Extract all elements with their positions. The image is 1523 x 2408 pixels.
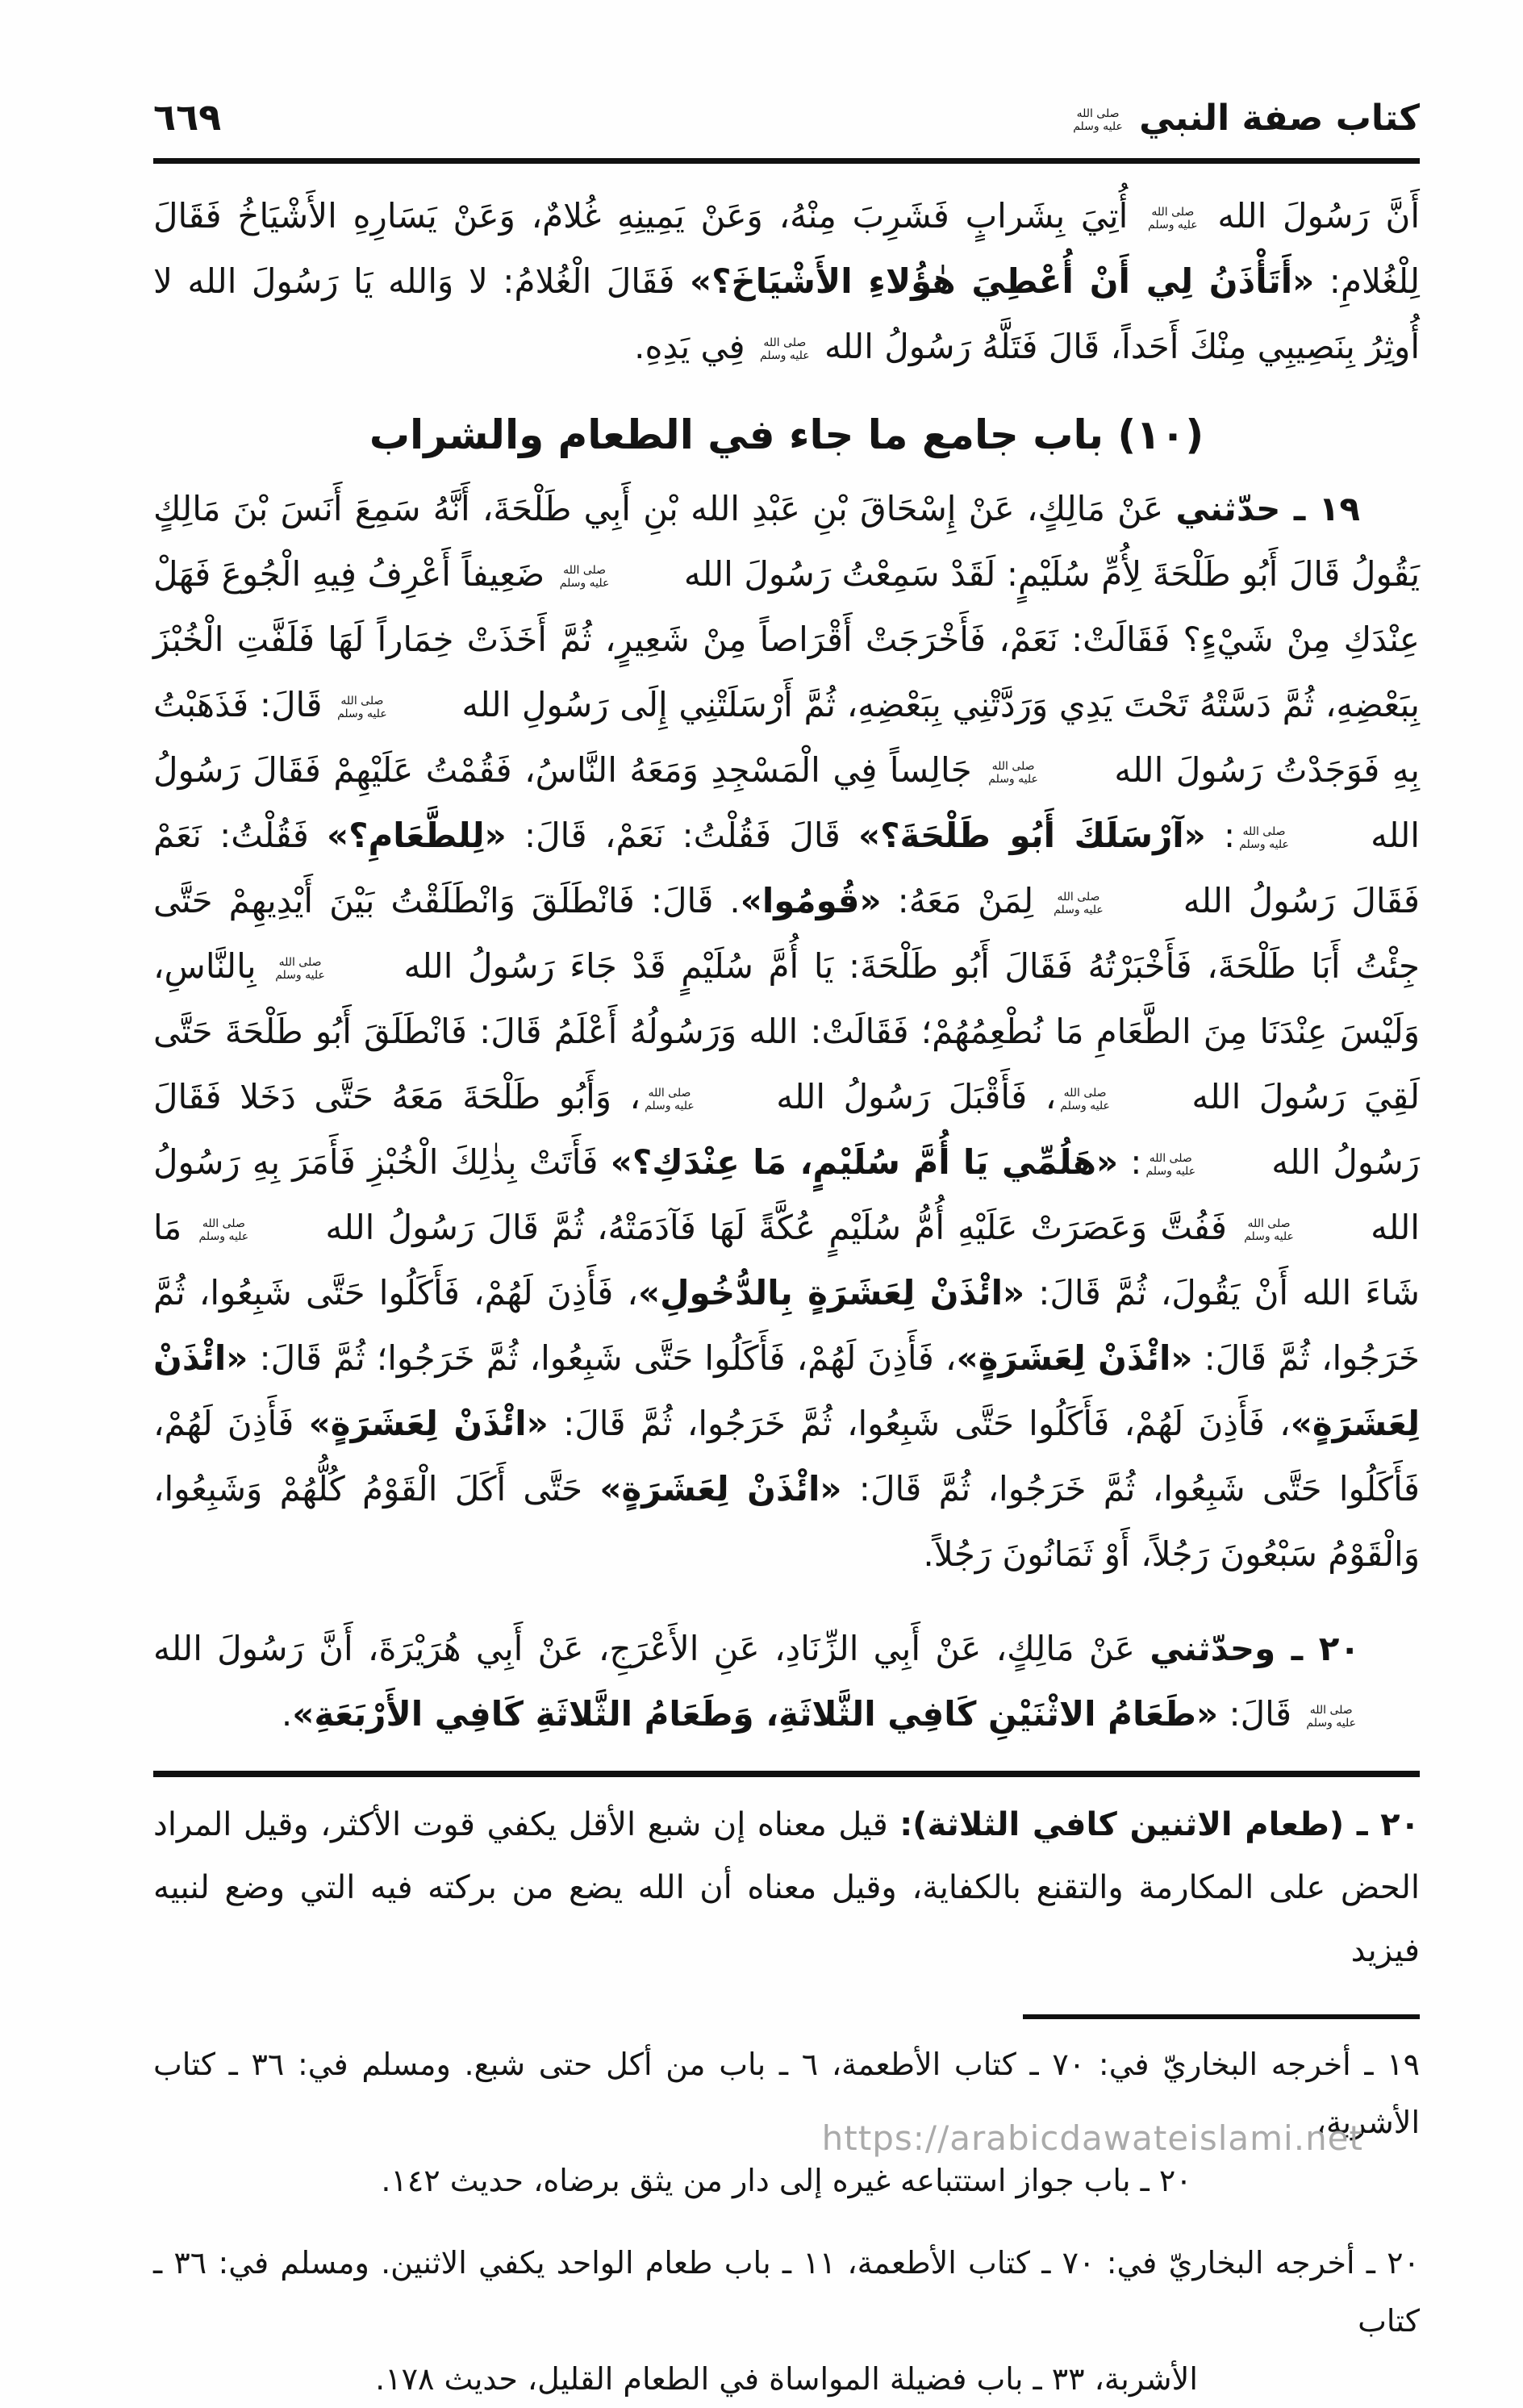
text-run: ، فَأَذِنَ لَهُمْ، فَأَكَلُوا حَتَّى شَبِعُوا، ثُمَّ خَرَجُوا؛ ثُمَّ قَالَ: bbox=[248, 1338, 957, 1378]
text-run: «ائْذَنْ لِعَشَرَةٍ» bbox=[956, 1338, 1193, 1378]
text-run: ١٩ ـ حدّثني bbox=[1175, 489, 1360, 528]
hadith-20-paragraph bbox=[153, 1616, 1420, 1747]
text-run: ، فَأَذِنَ لَهُمْ، فَأَكَلُوا حَتَّى شَبِعُوا، ثُمَّ خَرَجُوا، ثُمَّ قَالَ: bbox=[548, 1404, 1291, 1443]
sallallahu-alayhi-wasallam-icon: صلى الله عليه وسلم bbox=[1060, 1086, 1110, 1112]
footnote-19-line-2: ٢٠ ـ باب جواز استتباعه غيره إلى دار من يثق برضاه، حديث ١٤٢. bbox=[381, 2163, 1192, 2198]
sallallahu-alayhi-wasallam-icon: صلى الله عليه وسلم bbox=[1073, 107, 1123, 133]
text-run: فَقُلْتُ: نَعَمْ فَقَالَ رَسُولُ الله صلى الله عليه وسلم لِمَنْ مَعَهُ: bbox=[153, 816, 1421, 920]
commentary-divider bbox=[153, 1771, 1420, 1777]
page-number: ٦٦٩ bbox=[153, 95, 222, 139]
book-title bbox=[1069, 98, 1420, 139]
sallallahu-alayhi-wasallam-icon: صلى الله عليه وسلم bbox=[1148, 205, 1198, 232]
text-run: «لِلطَّعَامِ؟» bbox=[327, 816, 507, 855]
text-run: ، فَأَذِنَ لَهُمْ، فَأَكَلُوا حَتَّى شَبِعُوا، ثُمَّ خَرَجُوا، ثُمَّ قَالَ: bbox=[153, 1273, 1420, 1378]
text-run: «طَعَامُ الاثْنَيْنِ كَافِي الثَّلاثَةِ، وَطَعَامُ الثَّلاثَةِ كَافِي الأَرْبَعَةِ» bbox=[292, 1694, 1219, 1734]
footnote-20-line-2: الأشربة، ٣٣ ـ باب فضيلة المواساة في الطعام القليل، حديث ١٧٨. bbox=[375, 2361, 1198, 2397]
page-header bbox=[153, 0, 1420, 139]
footnote-19-line-1: ١٩ ـ أخرجه البخاريّ في: ٧٠ ـ كتاب الأطعمة، ٦ ـ باب من أكل حتى شبع. ومسلم في: ٣٦ ـ كتاب الأشربة، bbox=[153, 2047, 1420, 2140]
text-run: «أَتَأْذَنُ لِي أَنْ أُعْطِيَ هٰؤُلاءِ الأَشْيَاخَ؟» bbox=[689, 261, 1315, 301]
footnote-20-line-1: ٢٠ ـ أخرجه البخاريّ في: ٧٠ ـ كتاب الأطعمة، ١١ ـ باب طعام الواحد يكفي الاثنين. ومسلم في: ٣٦ ـ كتاب bbox=[153, 2245, 1420, 2339]
text-run: قَالَ فَقُلْتُ: نَعَمْ، قَالَ: bbox=[506, 816, 859, 855]
text-run: «ائْذَنْ لِعَشَرَةٍ» bbox=[308, 1404, 549, 1443]
text-run: «ائْذَنْ لِعَشَرَةٍ بِالدُّخُولِ» bbox=[637, 1273, 1025, 1313]
text-run: فَقَالَ الْغُلامُ: لا وَالله يَا رَسُولَ الله لا أُوثِرُ بِنَصِيبِي مِنْكَ أَحَداً، قَالَ فَتَلَّهُ رَسُولُ الله صلى الله عليه وسلم فِي يَدِهِ. bbox=[153, 261, 1420, 366]
text-run: . bbox=[281, 1694, 293, 1734]
text-run: عَنْ مَالِكٍ، عَنْ إِسْحَاقَ بْنِ عَبْدِ الله بْنِ أَبِي طَلْحَةَ، أَنَّهُ سَمِعَ أَنَسَ بْنَ مَالِكٍ يَقُولُ قَالَ أَبُو طَلْحَةَ لِأُمِّ سُلَيْمٍ: لَقَدْ سَمِعْتُ رَسُولَ الله صلى الله عليه وسلم ضَعِيفاً أَعْرِفُ فِيهِ الْجُوعَ فَهَلْ عِنْدَكِ مِنْ شَيْءٍ؟ فَقَالَتْ: نَعَمْ، فَأَخْرَجَتْ أَقْرَاصاً مِنْ شَعِيرٍ، ثُمَّ أَخَذَتْ خِمَاراً لَهَا فَلَفَّتِ الْخُبْزَ بِبَعْضِهِ، ثُمَّ دَسَّتْهُ تَحْتَ يَدِي وَرَدَّتْنِي بِبَعْضِهِ، ثُمَّ أَرْسَلَتْنِي إِلَى رَسُولِ الله صلى الله عليه وسلم قَالَ: فَذَهَبْتُ بِهِ فَوَجَدْتُ رَسُولَ الله صلى الله عليه وسلم جَالِساً فِي الْمَسْجِدِ وَمَعَهُ النَّاسُ، فَقُمْتُ عَلَيْهِمْ فَقَالَ رَسُولُ الله صلى الله عليه وسلم : bbox=[153, 489, 1421, 855]
sallallahu-alayhi-wasallam-icon: صلى الله عليه وسلم bbox=[559, 563, 610, 590]
text-run: «ائْذَنْ لِعَشَرَةٍ» bbox=[153, 1338, 1420, 1443]
page-text-block bbox=[153, 0, 1421, 2397]
text-run: أَنَّ رَسُولَ الله صلى الله عليه وسلم أُتِيَ بِشَرابٍ فَشَرِبَ مِنْهُ، وَعَنْ يَمِينِهِ غُلامٌ، وَعَنْ يَسَارِهِ الأَشْيَاخُ فَقَالَ لِلْغُلامِ: bbox=[153, 196, 1421, 301]
footnotes-section bbox=[153, 2035, 1420, 2408]
text-run: «ائْذَنْ لِعَشَرَةٍ» bbox=[599, 1469, 842, 1509]
text-run: ٢٠ ـ (طعام الاثنين كافي الثلاثة): bbox=[899, 1806, 1420, 1843]
sallallahu-alayhi-wasallam-icon: صلى الله عليه وسلم bbox=[645, 1086, 695, 1112]
text-run: «هَلُمِّي يَا أُمَّ سُلَيْمٍ، مَا عِنْدَكِ؟» bbox=[610, 1142, 1119, 1182]
watermark-url: https://arabicdawateislami.net bbox=[821, 2118, 1363, 2158]
footnote-20 bbox=[153, 2234, 1420, 2408]
sallallahu-alayhi-wasallam-icon: صلى الله عليه وسلم bbox=[760, 336, 810, 362]
text-run: «قُومُوا» bbox=[740, 881, 882, 920]
text-run: فَأَذِنَ لَهُمْ، فَأَكَلُوا حَتَّى شَبِعُوا، ثُمَّ خَرَجُوا، ثُمَّ قَالَ: bbox=[153, 1404, 1420, 1509]
footnote-divider bbox=[1023, 2014, 1420, 2019]
text-run: ٢٠ ـ وحدّثني bbox=[1150, 1629, 1360, 1668]
sallallahu-alayhi-wasallam-icon: صلى الله عليه وسلم bbox=[198, 1217, 249, 1243]
text-run: عَنْ مَالِكٍ، عَنْ أَبِي الزِّنَادِ، عَنِ الأَعْرَجِ، عَنْ أَبِي هُرَيْرَةَ، أَنَّ رَسُولَ الله صلى الله عليه وسلم قَالَ: bbox=[153, 1629, 1420, 1734]
text-run: «آرْسَلَكَ أَبُو طَلْحَةَ؟» bbox=[858, 816, 1206, 855]
sallallahu-alayhi-wasallam-icon: صلى الله عليه وسلم bbox=[988, 759, 1038, 786]
commentary-paragraph bbox=[153, 1793, 1420, 1982]
hadith-19-paragraph bbox=[153, 476, 1420, 1587]
sallallahu-alayhi-wasallam-icon: صلى الله عليه وسلم bbox=[275, 955, 325, 982]
text-run: . قَالَ: فَانْطَلَقَ وَانْطَلَقْتُ بَيْنَ أَيْدِيهِمْ حَتَّى جِئْتُ أَبَا طَلْحَةَ، فَأَخْبَرْتُهُ فَقَالَ أَبُو طَلْحَةَ: يَا أُمَّ سُلَيْمٍ قَدْ جَاءَ رَسُولُ الله صلى الله عليه وسلم بِالنَّاسِ، وَلَيْسَ عِنْدَنَا مِنَ الطَّعَامِ مَا نُطْعِمُهُمْ؛ فَقَالَتْ: الله وَرَسُولُهُ أَعْلَمُ قَالَ: فَانْطَلَقَ أَبُو طَلْحَةَ حَتَّى لَقِيَ رَسُولَ الله صلى الله عليه وسلم ، فَأَقْبَلَ رَسُولُ الله صلى الله عليه وسلم ، وَأَبُو طَلْحَةَ مَعَهُ حَتَّى دَخَلا فَقَالَ رَسُولُ الله صلى الله عليه وسلم : bbox=[153, 881, 1421, 1182]
sallallahu-alayhi-wasallam-icon: صلى الله عليه وسلم bbox=[1306, 1703, 1356, 1730]
sallallahu-alayhi-wasallam-icon: صلى الله عليه وسلم bbox=[1239, 824, 1289, 851]
text-run: كتاب صفة النبي صلى الله عليه وسلم bbox=[1073, 98, 1420, 139]
sallallahu-alayhi-wasallam-icon: صلى الله عليه وسلم bbox=[337, 694, 387, 720]
sallallahu-alayhi-wasallam-icon: صلى الله عليه وسلم bbox=[1145, 1151, 1196, 1178]
sallallahu-alayhi-wasallam-icon: صلى الله عليه وسلم bbox=[1244, 1217, 1294, 1243]
text-run: حَتَّى أَكَلَ الْقَوْمُ كُلُّهُمْ وَشَبِعُوا، وَالْقَوْمُ سَبْعُونَ رَجُلاً، أَوْ ثَمَانُونَ رَجُلاً. bbox=[153, 1469, 1420, 1574]
sallallahu-alayhi-wasallam-icon: صلى الله عليه وسلم bbox=[1054, 890, 1104, 916]
intro-paragraph bbox=[153, 183, 1420, 379]
chapter-title: (١٠) باب جامع ما جاء في الطعام والشراب bbox=[369, 411, 1204, 458]
header-divider bbox=[153, 158, 1420, 164]
text-run: فَأَتَتْ بِذٰلِكَ الْخُبْزِ فَأَمَرَ بِهِ رَسُولُ الله صلى الله عليه وسلم فَفُتَّ وَعَصَرَتْ عَلَيْهِ أُمُّ سُلَيْمٍ عُكَّةً لَهَا فَآدَمَتْهُ، ثُمَّ قَالَ رَسُولُ الله صلى الله عليه وسلم مَا شَاءَ الله أَنْ يَقُولَ، ثُمَّ قَالَ: bbox=[153, 1142, 1420, 1313]
text-run: قيل معناه إن شبع الأقل يكفي قوت الأكثر، وقيل المراد الحض على المكارمة والتقنع بالكفاية، وقيل معناه أن الله يضع من بركته فيه التي وضع لنبيه فيزيد bbox=[153, 1806, 1420, 1969]
